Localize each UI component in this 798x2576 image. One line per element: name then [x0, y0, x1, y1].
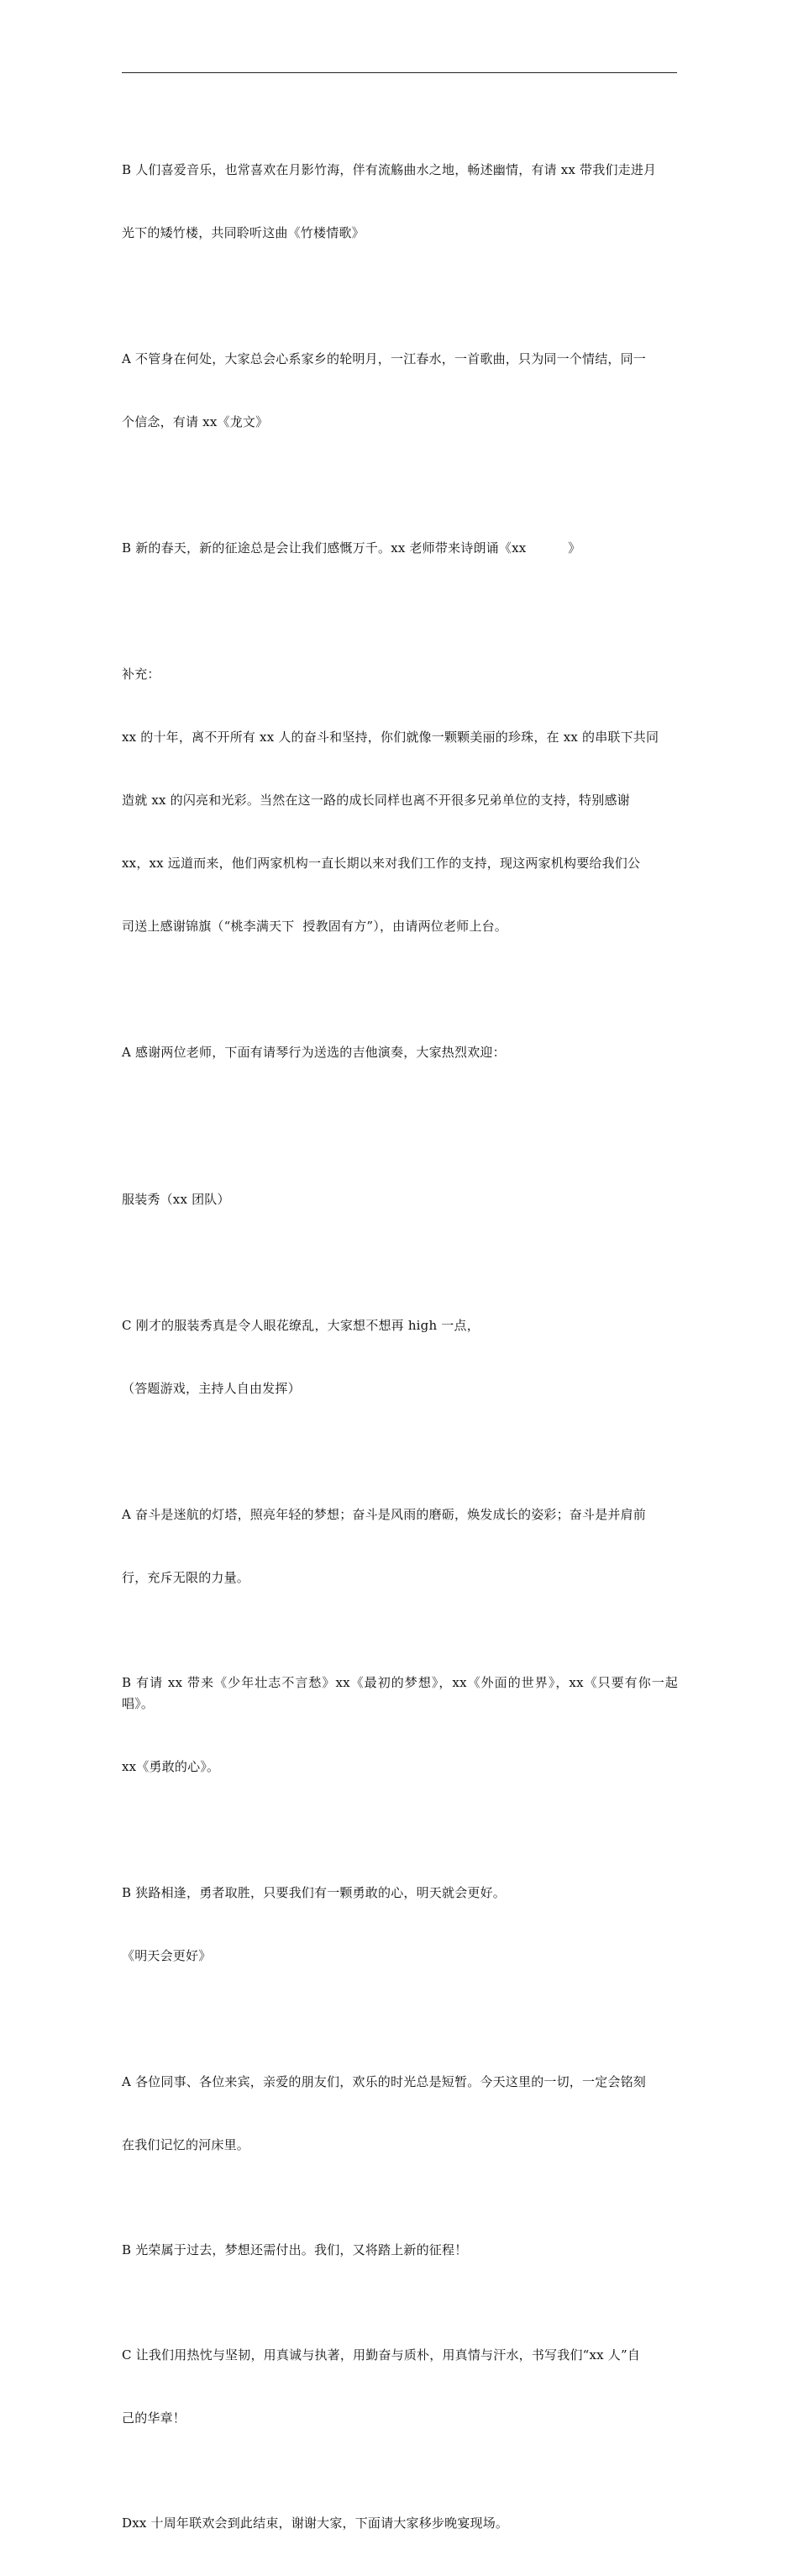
text-line: 行，充斥无限的力量。 — [122, 1570, 250, 1585]
text-line: B 光荣属于过去，梦想还需付出。我们，又将踏上新的征程！ — [122, 2242, 468, 2257]
text-line: 补充： — [122, 666, 160, 682]
text-line: xx，xx 远道而来，他们两家机构一直长期以来对我们工作的支持，现这两家机构要给我们公 — [122, 856, 641, 871]
paragraph-bamboo-song — [122, 118, 678, 286]
paragraph-hometown-moon — [122, 307, 678, 475]
text-line: 光下的矮竹楼，共同聆听这曲《竹楼情歌》 — [122, 225, 365, 240]
paragraph-closing-a — [122, 2030, 678, 2198]
text-line: xx 的十年，离不开所有 xx 人的奋斗和坚持，你们就像一颗颗美丽的珍珠，在 xx 的串联下共同 — [122, 730, 659, 745]
paragraph-better-tomorrow — [122, 1841, 678, 2009]
paragraph-struggle — [122, 1462, 678, 1630]
text-line: C 刚才的服装秀真是令人眼花缭乱，大家想不想再 high 一点， — [122, 1318, 480, 1333]
text-line: 司送上感谢锦旗（“桃李满天下 授教固有方”），由请两位老师上台。 — [122, 919, 507, 934]
text-line: A 感谢两位老师，下面有请琴行为送选的吉他演奏，大家热烈欢迎： — [122, 1045, 506, 1060]
paragraph-fashion-show — [122, 1147, 678, 1252]
text-line: 服装秀（xx 团队） — [122, 1192, 230, 1207]
text-line: B 新的春天，新的征途总是会让我们感慨万千。xx 老师带来诗朗诵《xx 》 — [122, 540, 581, 556]
paragraph-closing-c — [122, 2303, 678, 2471]
paragraph-song-list — [122, 1630, 678, 1820]
text-line: A 各位同事、各位来宾，亲爱的朋友们，欢乐的时光总是短暂。今天这里的一切，一定会铭刻 — [122, 2074, 647, 2089]
text-line: 《明天会更好》 — [122, 1948, 212, 1963]
text-line: xx《勇敢的心》。 — [122, 1759, 220, 1774]
text-line: C 让我们用热忱与坚韧，用真诚与执著，用勤奋与质朴，用真情与汗水，书写我们“xx 人”自 — [122, 2347, 641, 2363]
text-line: 个信念，有请 xx《龙文》 — [122, 414, 269, 429]
header-divider — [122, 72, 677, 73]
text-line: 己的华章！ — [122, 2410, 186, 2426]
text-line: B 人们喜爱音乐，也常喜欢在月影竹海，伴有流觞曲水之地，畅述幽情，有请 xx 带我们走进月 — [122, 162, 657, 177]
text-line: A 奋斗是迷航的灯塔，照亮年轻的梦想；奋斗是风雨的磨砺，焕发成长的姿彩；奋斗是并肩前 — [122, 1507, 647, 1522]
paragraph-poem-recital — [122, 496, 678, 601]
paragraph-closing-d — [122, 2471, 678, 2576]
text-line: 造就 xx 的闪亮和光彩。当然在这一路的成长同样也离不开很多兄弟单位的支持，特别感谢 — [122, 793, 630, 808]
text-line: B 有请 xx 带来《少年壮志不言愁》xx《最初的梦想》，xx《外面的世界》，xx《只要有你一起唱》。 — [122, 1675, 678, 1711]
text-line: B 狭路相逢，勇者取胜，只要我们有一颗勇敢的心，明天就会更好。 — [122, 1885, 506, 1900]
paragraph-guitar-performance — [122, 1000, 678, 1105]
document-body — [122, 118, 678, 2576]
text-line: Dxx 十周年联欢会到此结束，谢谢大家，下面请大家移步晚宴现场。 — [122, 2515, 509, 2531]
paragraph-supplement — [122, 622, 678, 979]
text-line: 在我们记忆的河床里。 — [122, 2137, 250, 2152]
paragraph-quiz-game — [122, 1273, 678, 1441]
paragraph-closing-b — [122, 2198, 678, 2303]
text-line: A 不管身在何处，大家总会心系家乡的轮明月，一江春水，一首歌曲，只为同一个情结，同一 — [122, 351, 647, 366]
text-line: （答题游戏，主持人自由发挥） — [122, 1381, 301, 1396]
